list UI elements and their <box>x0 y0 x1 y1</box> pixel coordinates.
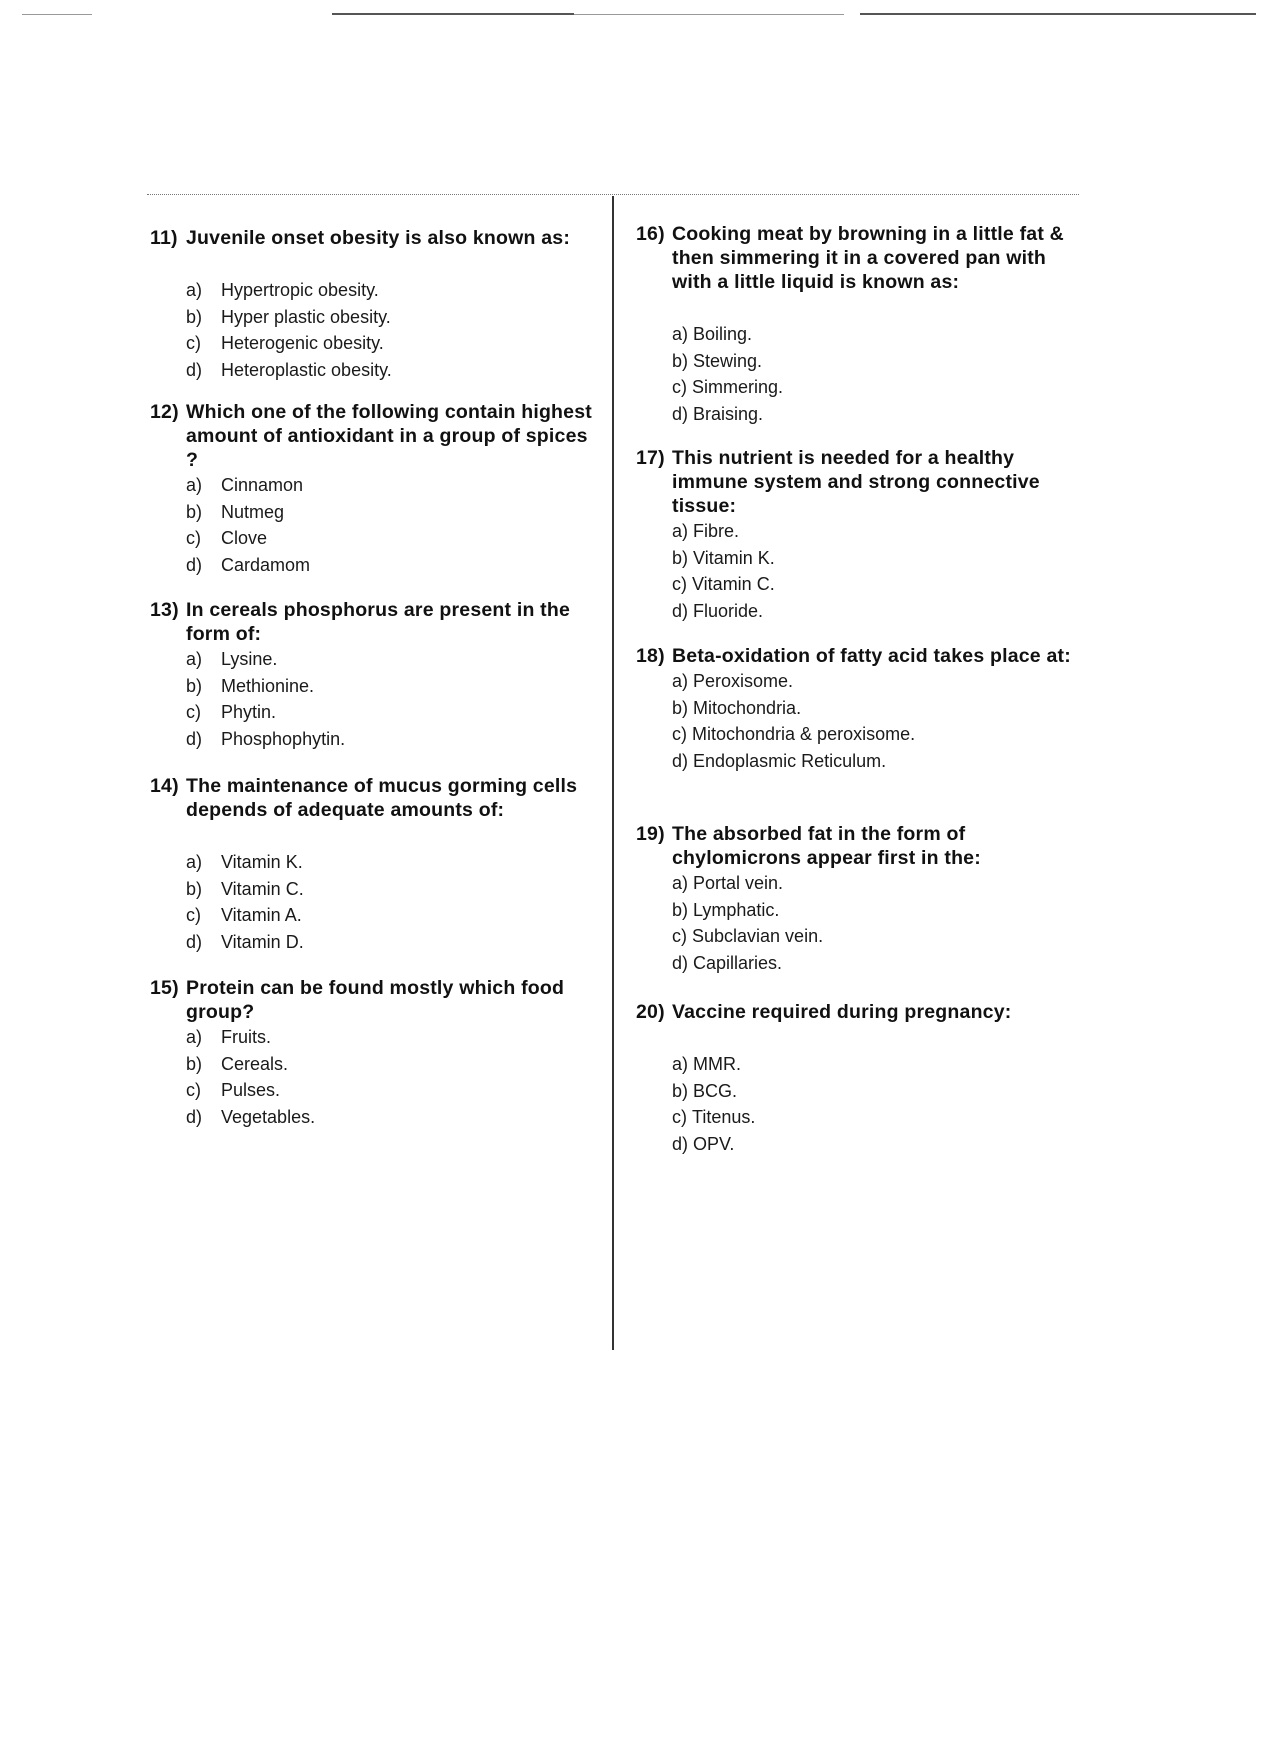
question-number: 16) <box>636 223 665 245</box>
option-c: c) Pulses. <box>186 1080 281 1101</box>
question-14 <box>150 774 600 956</box>
option-b: b) Hyper plastic obesity. <box>186 306 391 327</box>
scan-edge-line <box>860 13 1256 15</box>
option-list <box>186 646 600 753</box>
question-text: Which one of the following contain highest amount of antioxidant in a group of spices ? <box>186 401 592 471</box>
option-c: c) Vitamin A. <box>186 905 302 926</box>
option-b: b) Methionine. <box>186 675 315 696</box>
option-a: a) Fibre. <box>672 521 740 541</box>
question-text: This nutrient is needed for a healthy immune system and strong connective tissue: <box>672 447 1040 517</box>
option-a: a) Fruits. <box>186 1027 272 1047</box>
option-b: b) Mitochondria. <box>672 697 802 718</box>
scan-edge-line <box>332 13 574 15</box>
question-number: 13) <box>150 599 179 621</box>
question-number: 15) <box>150 977 179 999</box>
question-text: Juvenile onset obesity is also known as: <box>186 227 571 249</box>
option-b: b) BCG. <box>672 1080 738 1101</box>
question-text: The maintenance of mucus gorming cells depends of adequate amounts of: <box>186 775 578 821</box>
option-d: d) Heteroplastic obesity. <box>186 360 392 381</box>
option-d: d) Braising. <box>672 404 764 425</box>
question-16 <box>636 222 1076 428</box>
option-a: a) Portal vein. <box>672 873 784 893</box>
option-b: b) Vitamin K. <box>672 547 775 568</box>
option-d: d) Vitamin D. <box>186 932 304 953</box>
option-list <box>186 277 600 384</box>
question-19 <box>636 822 1076 977</box>
option-a: a) Vitamin K. <box>186 852 303 872</box>
question-text: Beta-oxidation of fatty acid takes place at: <box>672 645 1071 667</box>
option-c: c) Simmering. <box>672 377 784 398</box>
question-20 <box>636 1000 1076 1158</box>
question-number: 17) <box>636 447 665 469</box>
option-c: c) Phytin. <box>186 702 277 723</box>
option-list <box>672 870 1076 977</box>
option-c: c) Subclavian vein. <box>672 926 824 947</box>
option-b: b) Cereals. <box>186 1053 289 1074</box>
question-17 <box>636 446 1076 625</box>
option-list <box>186 1024 600 1131</box>
option-a: a) Peroxisome. <box>672 671 794 691</box>
option-list <box>672 518 1076 625</box>
option-d: d) Phosphophytin. <box>186 729 346 750</box>
option-b: b) Vitamin C. <box>186 878 304 899</box>
option-d: d) Capillaries. <box>672 953 783 974</box>
column-divider <box>612 196 614 1350</box>
option-a: a) Hypertropic obesity. <box>186 280 379 300</box>
option-list <box>672 1051 1076 1158</box>
option-b: b) Lymphatic. <box>672 899 780 920</box>
option-d: d) Fluoride. <box>672 601 764 622</box>
scan-edge-dash <box>22 14 92 15</box>
scan-edge-dash <box>574 14 844 15</box>
option-d: d) Vegetables. <box>186 1107 316 1128</box>
question-text: The absorbed fat in the form of chylomicrons appear first in the: <box>672 823 981 869</box>
question-15 <box>150 976 600 1131</box>
option-c: c) Heterogenic obesity. <box>186 333 384 354</box>
option-d: d) OPV. <box>672 1134 735 1155</box>
option-d: d) Endoplasmic Reticulum. <box>672 751 887 772</box>
option-list <box>672 668 1076 775</box>
option-b: b) Nutmeg <box>186 501 285 522</box>
option-d: d) Cardamom <box>186 555 311 576</box>
option-c: c) Mitochondria & peroxisome. <box>672 724 916 745</box>
option-c: c) Titenus. <box>672 1107 756 1128</box>
question-number: 14) <box>150 775 179 797</box>
question-13 <box>150 598 600 753</box>
question-number: 18) <box>636 645 665 667</box>
question-12 <box>150 400 600 579</box>
question-text: In cereals phosphorus are present in the form of: <box>186 599 571 645</box>
question-text: Vaccine required during pregnancy: <box>672 1001 1012 1023</box>
question-18 <box>636 644 1076 775</box>
question-number: 11) <box>150 227 178 249</box>
option-a: a) Boiling. <box>672 324 753 344</box>
question-number: 20) <box>636 1001 665 1023</box>
option-a: a) Lysine. <box>186 649 278 669</box>
option-c: c) Vitamin C. <box>672 574 775 595</box>
option-list <box>672 321 1076 428</box>
question-11 <box>150 226 600 384</box>
question-number: 19) <box>636 823 665 845</box>
option-list <box>186 472 600 579</box>
question-text: Protein can be found mostly which food group? <box>186 977 565 1023</box>
question-text: Cooking meat by browning in a little fat & then simmering it in a covered pan with with a little liquid is known as: <box>672 223 1064 293</box>
option-list <box>186 849 600 956</box>
option-a: a) Cinnamon <box>186 475 304 495</box>
option-a: a) MMR. <box>672 1054 742 1074</box>
option-c: c) Clove <box>186 528 268 549</box>
option-b: b) Stewing. <box>672 350 763 371</box>
question-number: 12) <box>150 401 179 423</box>
header-dotted-rule <box>147 194 1079 195</box>
